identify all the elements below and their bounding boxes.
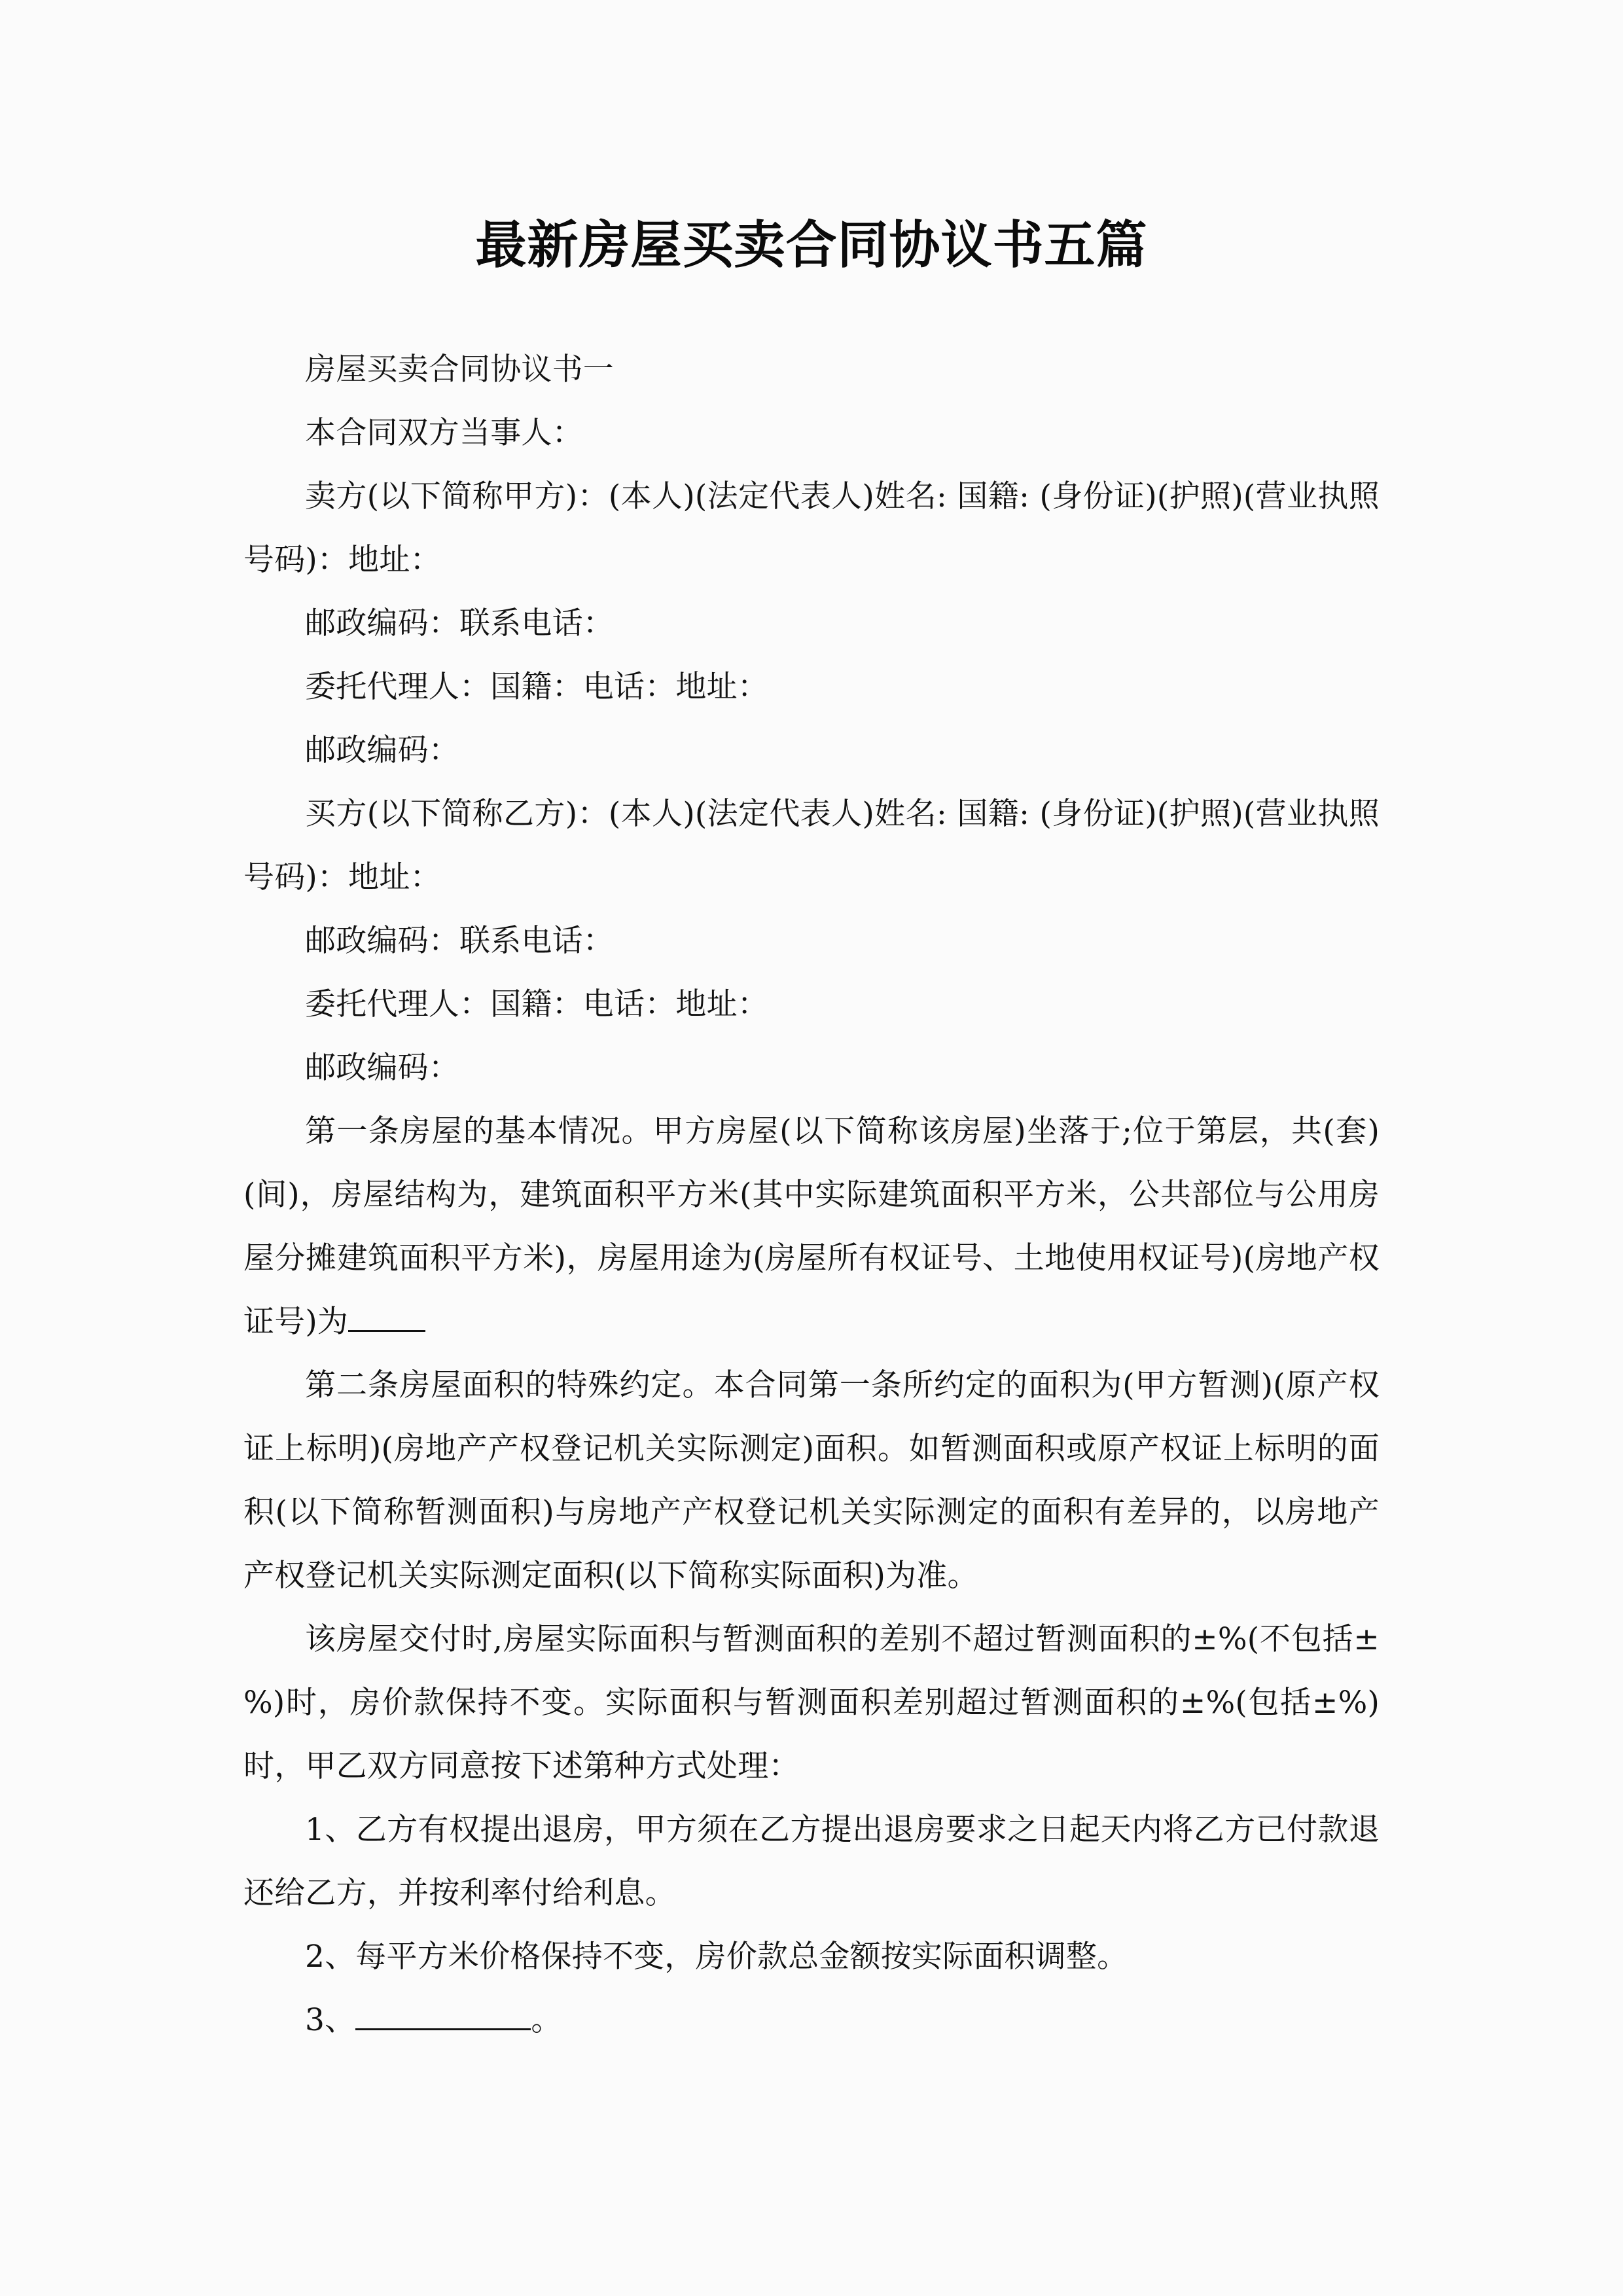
paragraph-seller-agent: 委托代理人：国籍：电话：地址： bbox=[305, 669, 768, 705]
option-three-prefix: 3、 bbox=[305, 2002, 356, 2038]
paragraph-seller-identity: 卖方(以下简称甲方)：(本人)(法定代表人)姓名: 国籍: (身份证)(护照)(营业执照号码)：地址： bbox=[243, 478, 1380, 578]
paragraph-section-heading: 房屋买卖合同协议书一 bbox=[305, 351, 614, 387]
paragraph-article-two: 第二条房屋面积的特殊约定。本合同第一条所约定的面积为(甲方暂测)(原产权证上标明)(房地产产权登记机关实际测定)面积。如暂测面积或原产权证上标明的面积(以下简称暂测面积)与房地产产权登记机关实际测定的面积有差异的，以房地产产权登记机关实际测定面积(以下简称实际面积)为准。 bbox=[243, 1367, 1380, 1594]
option-three-blank-field[interactable] bbox=[355, 2028, 531, 2030]
option-three-suffix: 。 bbox=[531, 2002, 562, 2038]
paragraph-buyer-identity: 买方(以下简称乙方)：(本人)(法定代表人)姓名: 国籍: (身份证)(护照)(营业执照号码)：地址： bbox=[243, 796, 1380, 895]
paragraph-seller-agent-postcode: 邮政编码： bbox=[305, 732, 459, 768]
paragraph-option-two: 2、每平方米价格保持不变，房价款总金额按实际面积调整。 bbox=[305, 1939, 1128, 1975]
paragraph-option-one: 1、乙方有权提出退房，甲方须在乙方提出退房要求之日起天内将乙方已付款退还给乙方，并按利率付给利息。 bbox=[243, 1812, 1380, 1911]
paragraph-buyer-agent: 委托代理人：国籍：电话：地址： bbox=[305, 986, 768, 1022]
article-one-blank-field[interactable] bbox=[348, 1330, 425, 1332]
paragraph-parties-heading: 本合同双方当事人： bbox=[305, 415, 583, 451]
paragraph-buyer-agent-postcode: 邮政编码： bbox=[305, 1050, 459, 1086]
page-title: 最新房屋买卖合同协议书五篇 bbox=[475, 216, 1148, 274]
paragraph-article-one bbox=[243, 1100, 1380, 1354]
paragraph-seller-postcode-phone: 邮政编码：联系电话： bbox=[305, 605, 614, 641]
paragraph-delivery-clause: 该房屋交付时,房屋实际面积与暂测面积的差别不超过暂测面积的±%(不包括±%)时，房价款保持不变。实际面积与暂测面积差别超过暂测面积的±%(包括±%)时，甲乙双方同意按下述第种方式处理： bbox=[243, 1621, 1380, 1784]
paragraph-option-three bbox=[243, 1988, 1380, 2052]
paragraph-buyer-postcode-phone: 邮政编码：联系电话： bbox=[305, 923, 614, 959]
article-one-text: 第一条房屋的基本情况。甲方房屋(以下简称该房屋)坐落于;位于第层，共(套)(间)，房屋结构为，建筑面积平方米(其中实际建筑面积平方米，公共部位与公用房屋分摊建筑面积平方米)，房屋用途为(房屋所有权证号、土地使用权证号)(房地产权证号)为 bbox=[243, 1113, 1380, 1340]
document-body bbox=[243, 338, 1380, 2052]
